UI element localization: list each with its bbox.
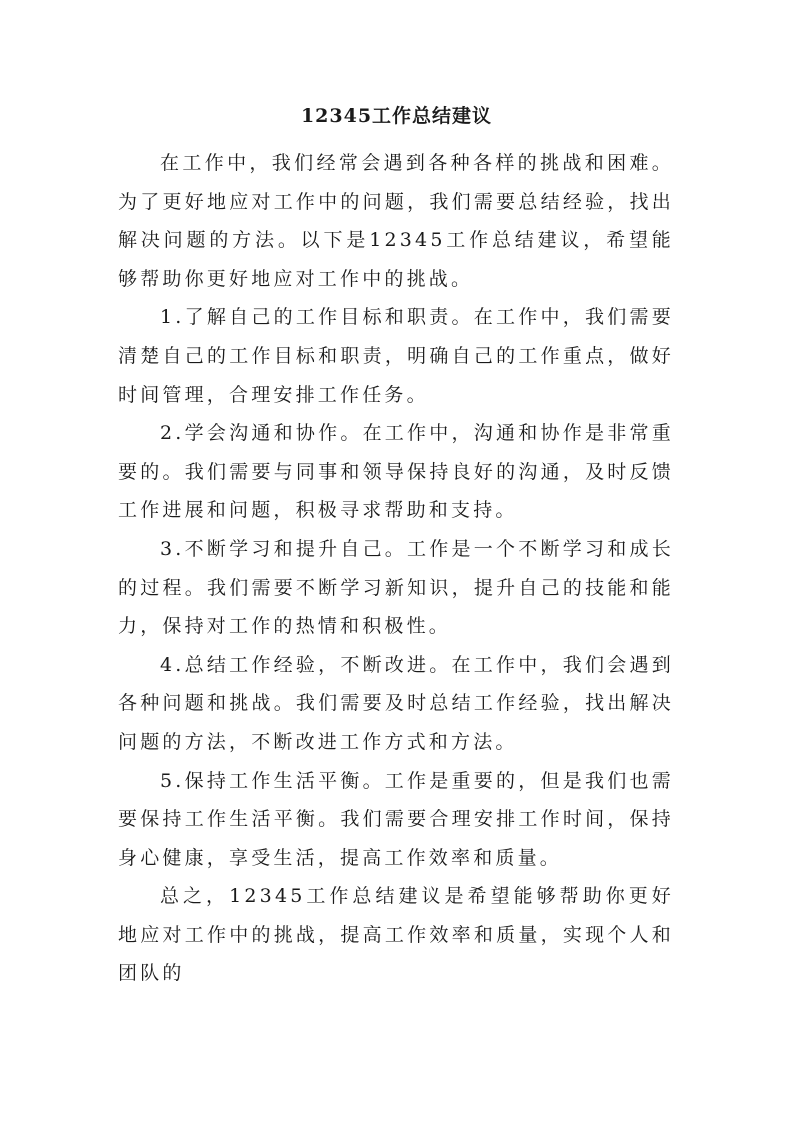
suggestion-2-paragraph: 2.学会沟通和协作。在工作中，沟通和协作是非常重要的。我们需要与同事和领导保持良好的沟通，及时反馈工作进展和问题，积极寻求帮助和支持。 bbox=[118, 422, 674, 522]
document-body bbox=[118, 144, 674, 993]
suggestion-5-paragraph: 5.保持工作生活平衡。工作是重要的，但是我们也需要保持工作生活平衡。我们需要合理安排工作时间，保持身心健康，享受生活，提高工作效率和质量。 bbox=[118, 769, 674, 869]
intro-paragraph: 在工作中，我们经常会遇到各种各样的挑战和困难。为了更好地应对工作中的问题，我们需要总结经验，找出解决问题的方法。以下是12345工作总结建议，希望能够帮助你更好地应对工作中的挑战。 bbox=[118, 152, 674, 290]
document-title: 12345工作总结建议 bbox=[300, 105, 493, 127]
suggestion-3-paragraph: 3.不断学习和提升自己。工作是一个不断学习和成长的过程。我们需要不断学习新知识，提升自己的技能和能力，保持对工作的热情和积极性。 bbox=[118, 537, 674, 638]
summary-paragraph: 总之，12345工作总结建议是希望能够帮助你更好地应对工作中的挑战，提高工作效率和质量，实现个人和团队的 bbox=[118, 885, 674, 985]
suggestion-1-paragraph: 1.了解自己的工作目标和职责。在工作中，我们需要清楚自己的工作目标和职责，明确自己的工作重点，做好时间管理，合理安排工作任务。 bbox=[118, 306, 674, 406]
suggestion-4-paragraph: 4.总结工作经验，不断改进。在工作中，我们会遇到各种问题和挑战。我们需要及时总结工作经验，找出解决问题的方法，不断改进工作方式和方法。 bbox=[118, 653, 674, 753]
